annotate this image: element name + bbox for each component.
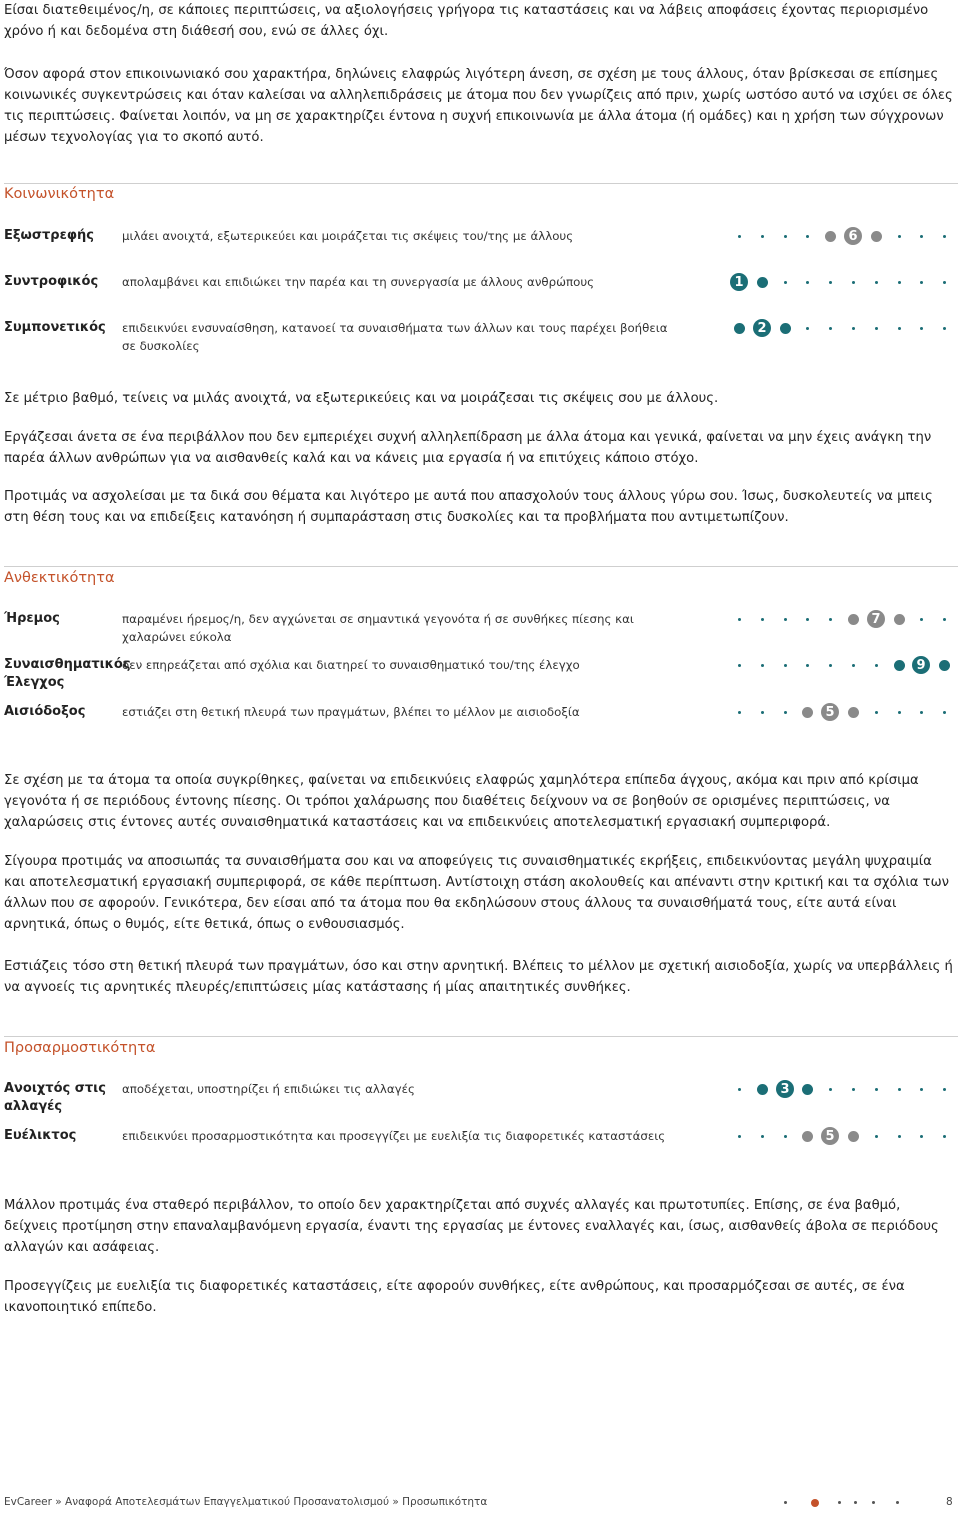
scale-point	[910, 608, 932, 630]
scale-point	[888, 701, 910, 723]
trait-score-scale	[728, 271, 956, 293]
scale-point	[933, 701, 955, 723]
scale-point-current	[842, 225, 864, 247]
scale-dot-near	[939, 660, 950, 671]
scale-point	[774, 271, 796, 293]
footer-dot	[872, 1501, 875, 1504]
scale-dot-near	[894, 614, 905, 625]
trait-score-scale	[728, 1078, 956, 1100]
scale-dot-near	[848, 1131, 859, 1142]
trait-name: Εξωστρεφής	[4, 228, 94, 243]
scale-point	[933, 225, 955, 247]
trait-name: Ανοιχτός στις αλλαγές	[4, 1081, 106, 1114]
scale-dot	[943, 281, 946, 284]
scale-point	[888, 1125, 910, 1147]
scale-point	[865, 654, 887, 676]
scale-point	[774, 317, 796, 339]
scale-point	[888, 1078, 910, 1100]
scale-dot	[738, 1088, 741, 1091]
section-paragraph: Μάλλον προτιμάς ένα σταθερό περιβάλλον, το οποίο δεν χαρακτηρίζεται από συχνές αλλαγές και πρωτοτυπίες. Επίσης, σε ένα βαθμό, δείχνεις προτίμηση στην επαναλαμβανόμενη εργασία, έναντι της εργασίας με έντονες εναλλαγές και, ίσως, αισθανθείς άβολα σε περιόδους αλλαγών και ασάφειας.	[4, 1198, 939, 1255]
scale-point	[774, 225, 796, 247]
scale-point	[910, 1125, 932, 1147]
score-marker: 2	[753, 319, 771, 337]
scale-point	[888, 225, 910, 247]
scale-point-current	[910, 654, 932, 676]
section-title: Ανθεκτικότητα	[4, 570, 115, 586]
scale-point	[774, 701, 796, 723]
scale-dot-near	[825, 231, 836, 242]
scale-dot	[806, 327, 809, 330]
scale-point	[751, 1125, 773, 1147]
scale-point	[933, 317, 955, 339]
scale-point-current	[751, 317, 773, 339]
scale-point	[796, 271, 818, 293]
scale-dot	[806, 235, 809, 238]
trait-description: αποδέχεται, υποστηρίζει ή επιδιώκει τις αλλαγές	[122, 1082, 415, 1096]
scale-dot	[738, 618, 741, 621]
scale-dot-near	[757, 277, 768, 288]
scale-point	[819, 225, 841, 247]
scale-point	[796, 1078, 818, 1100]
scale-dot	[829, 618, 832, 621]
scale-point	[910, 701, 932, 723]
scale-dot	[761, 1135, 764, 1138]
section-divider	[4, 1036, 958, 1037]
scale-dot-near	[871, 231, 882, 242]
scale-point	[842, 608, 864, 630]
scale-dot	[875, 327, 878, 330]
score-marker: 7	[867, 610, 885, 628]
scale-dot	[784, 711, 787, 714]
scale-dot-near	[802, 1131, 813, 1142]
scale-point	[888, 271, 910, 293]
section-paragraph: Σίγουρα προτιμάς να αποσιωπάς τα συναισθήματα σου και να αποφεύγεις τις συναισθηματικές εκρήξεις, επιδεικνύοντας μεγάλη ψυχραιμία και αποτελεσματική εργασιακή συμπεριφορά, σε κάθε περίπτωση. Αντίστοιχη στάση ακολουθείς και απέναντι στην κριτική και τα σχόλια των άλλων που σε αφορούν. Γενικότερα, δεν είσαι από τα άτομα που θα εκδηλώσουν στους άλλους τα συναισθήματά τους, είτε αυτά είναι αρνητικά, όπως ο θυμός, είτε θετικά, όπως ο ενθουσιασμός.	[4, 854, 950, 932]
scale-dot	[920, 618, 923, 621]
score-marker: 5	[821, 1127, 839, 1145]
scale-point	[728, 1078, 750, 1100]
scale-dot	[852, 664, 855, 667]
scale-point	[910, 1078, 932, 1100]
scale-point	[728, 608, 750, 630]
scale-dot	[898, 235, 901, 238]
scale-point	[888, 654, 910, 676]
scale-dot	[761, 618, 764, 621]
scale-point	[751, 701, 773, 723]
trait-score-scale	[728, 608, 956, 630]
scale-point	[796, 1125, 818, 1147]
scale-dot-near	[848, 707, 859, 718]
scale-point	[796, 608, 818, 630]
section-paragraph: Εργάζεσαι άνετα σε ένα περιβάλλον που δεν εμπεριέχει συχνή αλληλεπίδραση με άλλα άτομα και γενικά, φαίνεται να μην έχεις ανάγκη την παρέα άλλων ανθρώπων για να αισθανθείς καλά και να κάνεις μια εργασία ή να επιτύχεις κάποιο στόχο.	[4, 430, 932, 466]
scale-point	[819, 608, 841, 630]
scale-dot-near	[802, 1084, 813, 1095]
footer-dot-current	[811, 1499, 819, 1507]
scale-point-current	[728, 271, 750, 293]
trait-description: επιδεικνύει προσαρμοστικότητα και προσεγγίζει με ευελιξία τις διαφορετικές καταστάσεις	[122, 1129, 666, 1143]
scale-dot	[784, 235, 787, 238]
scale-dot	[920, 1088, 923, 1091]
trait-score-scale	[728, 654, 956, 676]
scale-point	[842, 1125, 864, 1147]
scale-dot-near	[734, 323, 745, 334]
scale-point	[888, 317, 910, 339]
section-divider	[4, 183, 958, 184]
scale-dot-near	[848, 614, 859, 625]
scale-point	[865, 1078, 887, 1100]
scale-dot	[784, 664, 787, 667]
scale-dot	[943, 1135, 946, 1138]
footer-breadcrumb: EvCareer » Αναφορά Αποτελεσμάτων Επαγγελματικού Προσανατολισμού » Προσωπικότητα	[4, 1496, 488, 1508]
scale-dot	[829, 1088, 832, 1091]
scale-point-current	[774, 1078, 796, 1100]
section-paragraph: Σε μέτριο βαθμό, τείνεις να μιλάς ανοιχτά, να εξωτερικεύεις και να μοιράζεσαι τις σκέψεις σου με άλλους.	[4, 391, 719, 406]
scale-dot	[943, 618, 946, 621]
scale-dot	[738, 1135, 741, 1138]
scale-dot	[920, 235, 923, 238]
scale-dot	[898, 711, 901, 714]
scale-point	[842, 654, 864, 676]
scale-point	[728, 1125, 750, 1147]
scale-point	[842, 271, 864, 293]
scale-point-current	[819, 701, 841, 723]
scale-dot	[829, 327, 832, 330]
page-number: 8	[946, 1496, 953, 1508]
scale-dot	[943, 1088, 946, 1091]
scale-point	[728, 317, 750, 339]
trait-score-scale	[728, 317, 956, 339]
scale-point	[865, 317, 887, 339]
scale-dot	[784, 281, 787, 284]
scale-point	[728, 654, 750, 676]
scale-dot	[920, 711, 923, 714]
trait-name: Αισιόδοξος	[4, 704, 86, 719]
scale-point	[751, 654, 773, 676]
scale-point	[796, 654, 818, 676]
footer-dot	[854, 1501, 857, 1504]
scale-point	[865, 271, 887, 293]
trait-description: απολαμβάνει και επιδιώκει την παρέα και τη συνεργασία με άλλους ανθρώπους	[122, 275, 595, 289]
scale-dot	[829, 664, 832, 667]
scale-point	[751, 271, 773, 293]
scale-dot	[806, 664, 809, 667]
scale-dot	[943, 327, 946, 330]
scale-dot	[761, 664, 764, 667]
scale-dot	[738, 711, 741, 714]
scale-point	[933, 1078, 955, 1100]
scale-dot	[920, 327, 923, 330]
trait-score-scale	[728, 225, 956, 247]
scale-point	[933, 654, 955, 676]
trait-name: Συντροφικός	[4, 274, 99, 289]
section-paragraph: Προτιμάς να ασχολείσαι με τα δικά σου θέματα και λιγότερο με αυτά που απασχολούν τους άλλους γύρω σου. Ίσως, δυσκολευτείς να μπεις στη θέση τους και να επιδείξεις κατανόηση ή συμπαράσταση στις δυσκολίες και τα προβλήματα που αντιμετωπίζουν.	[4, 489, 933, 525]
scale-point	[728, 225, 750, 247]
trait-name: Συμπονετικός	[4, 320, 106, 335]
scale-point	[933, 271, 955, 293]
scale-dot	[738, 235, 741, 238]
scale-dot	[898, 1088, 901, 1091]
scale-point	[751, 608, 773, 630]
scale-point-current	[819, 1125, 841, 1147]
scale-point	[819, 654, 841, 676]
scale-dot	[920, 1135, 923, 1138]
scale-dot	[943, 711, 946, 714]
scale-point	[751, 1078, 773, 1100]
scale-point	[774, 654, 796, 676]
scale-dot	[875, 711, 878, 714]
score-marker: 3	[776, 1080, 794, 1098]
scale-dot	[806, 281, 809, 284]
scale-dot	[852, 281, 855, 284]
scale-point	[796, 225, 818, 247]
scale-point	[728, 701, 750, 723]
trait-name: Συναισθηματικός Έλεγχος	[4, 657, 131, 690]
scale-dot-near	[802, 707, 813, 718]
scale-point	[865, 1125, 887, 1147]
scale-dot	[738, 664, 741, 667]
scale-point	[865, 701, 887, 723]
score-marker: 1	[730, 273, 748, 291]
scale-point	[865, 225, 887, 247]
intro-paragraph: Όσον αφορά στον επικοινωνιακό σου χαρακτήρα, δηλώνεις ελαφρώς λιγότερη άνεση, σε σχέση με τους άλλους, όταν βρίσκεσαι σε επίσημες κοινωνικές συγκεντρώσεις και όταν καλείσαι να αλληλεπιδράσεις με άτομα που δεν γνωρίζεις από πριν, χωρίς ωστόσο αυτό να ισχύει σε όλες τις περιπτώσεις. Φαίνεται λοιπόν, να μη σε χαρακτηρίζει έντονα η συχνή επικοινωνία με άλλα άτομα (ή ομάδες) και η χρήση των σύγχρονων μέσων τεχνολογίας για το σκοπό αυτό.	[4, 67, 953, 145]
scale-point	[842, 1078, 864, 1100]
scale-dot	[898, 327, 901, 330]
scale-point	[910, 271, 932, 293]
score-marker: 6	[844, 227, 862, 245]
scale-dot	[943, 235, 946, 238]
scale-point	[933, 1125, 955, 1147]
scale-dot	[875, 281, 878, 284]
trait-description: παραμένει ήρεμος/η, δεν αγχώνεται σε σημαντικά γεγονότα ή σε συνθήκες πίεσης και χαλαρώνει εύκολα	[122, 612, 634, 644]
scale-point	[774, 608, 796, 630]
trait-description: επιδεικνύει ενσυναίσθηση, κατανοεί τα συναισθήματα των άλλων και τους παρέχει βοήθεια σε δυσκολίες	[122, 321, 668, 353]
trait-score-scale	[728, 1125, 956, 1147]
section-divider	[4, 566, 958, 567]
score-marker: 9	[912, 656, 930, 674]
scale-dot	[852, 1088, 855, 1091]
footer-dot	[838, 1501, 841, 1504]
scale-point	[842, 317, 864, 339]
scale-dot	[875, 1135, 878, 1138]
footer-progress-dots	[782, 1496, 912, 1510]
scale-point	[910, 225, 932, 247]
scale-dot	[806, 618, 809, 621]
scale-dot	[875, 1088, 878, 1091]
scale-dot	[784, 1135, 787, 1138]
intro-paragraph: Είσαι διατεθειμένος/η, σε κάποιες περιπτώσεις, να αξιολογήσεις γρήγορα τις καταστάσεις και να λάβεις αποφάσεις έχοντας περιορισμένο χρόνο ή και δεδομένα στη διάθεσή σου, ενώ σε άλλες όχι.	[4, 3, 929, 39]
score-marker: 5	[821, 703, 839, 721]
scale-point	[774, 1125, 796, 1147]
section-paragraph: Προσεγγίζεις με ευελιξία τις διαφορετικές καταστάσεις, είτε αφορούν συνθήκες, είτε ανθρώπους, και προσαρμόζεσαι σε αυτές, σε ένα ικανοποιητικό επίπεδο.	[4, 1279, 905, 1315]
section-title: Κοινωνικότητα	[4, 186, 115, 202]
scale-dot	[784, 618, 787, 621]
scale-dot	[852, 327, 855, 330]
scale-point	[933, 608, 955, 630]
section-title: Προσαρμοστικότητα	[4, 1040, 156, 1056]
trait-description: δεν επηρεάζεται από σχόλια και διατηρεί το συναισθηματικό του/της έλεγχο	[122, 658, 580, 672]
scale-dot-near	[894, 660, 905, 671]
scale-point	[819, 1078, 841, 1100]
scale-dot	[829, 281, 832, 284]
trait-name: Ευέλικτος	[4, 1128, 77, 1143]
scale-dot	[898, 1135, 901, 1138]
scale-point	[819, 271, 841, 293]
scale-point	[796, 701, 818, 723]
scale-point-current	[865, 608, 887, 630]
footer-dot	[784, 1501, 787, 1504]
scale-point	[796, 317, 818, 339]
scale-dot	[875, 664, 878, 667]
scale-dot	[761, 711, 764, 714]
scale-dot-near	[757, 1084, 768, 1095]
section-paragraph: Σε σχέση με τα άτομα τα οποία συγκρίθηκες, φαίνεται να επιδεικνύεις ελαφρώς χαμηλότερα επίπεδα άγχους, ακόμα και πριν από κρίσιμα γεγονότα ή σε περιόδους έντονης πίεσης. Οι τρόποι χαλάρωσης που διαθέτεις δείχνουν να σε βοηθούν σε ορισμένες περιπτώσεις, να χαλαρώσεις στις έντονες αυτές συναισθηματικά καταστάσεις και να επιδεικνύεις αποτελεσματική εργασιακή συμπεριφορά.	[4, 773, 919, 830]
scale-point	[751, 225, 773, 247]
trait-description: μιλάει ανοιχτά, εξωτερικεύει και μοιράζεται τις σκέψεις του/της με άλλους	[122, 229, 574, 243]
scale-point	[819, 317, 841, 339]
trait-description: εστιάζει στη θετική πλευρά των πραγμάτων, βλέπει το μέλλον με αισιοδοξία	[122, 705, 580, 719]
scale-dot	[920, 281, 923, 284]
section-paragraph: Εστιάζεις τόσο στη θετική πλευρά των πραγμάτων, όσο και στην αρνητική. Βλέπεις το μέλλον με σχετική αισιοδοξία, χωρίς να υπερβάλλεις ή να αγνοείς τις αρνητικές πλευρές/επιπτώσεις μίας κατάστασης ή μίας απαιτητικές συνθήκες.	[4, 959, 953, 995]
scale-dot	[898, 281, 901, 284]
trait-score-scale	[728, 701, 956, 723]
trait-name: Ήρεμος	[4, 611, 60, 626]
scale-point	[888, 608, 910, 630]
footer-dot	[896, 1501, 899, 1504]
scale-dot	[761, 235, 764, 238]
scale-point	[910, 317, 932, 339]
scale-point	[842, 701, 864, 723]
scale-dot-near	[780, 323, 791, 334]
